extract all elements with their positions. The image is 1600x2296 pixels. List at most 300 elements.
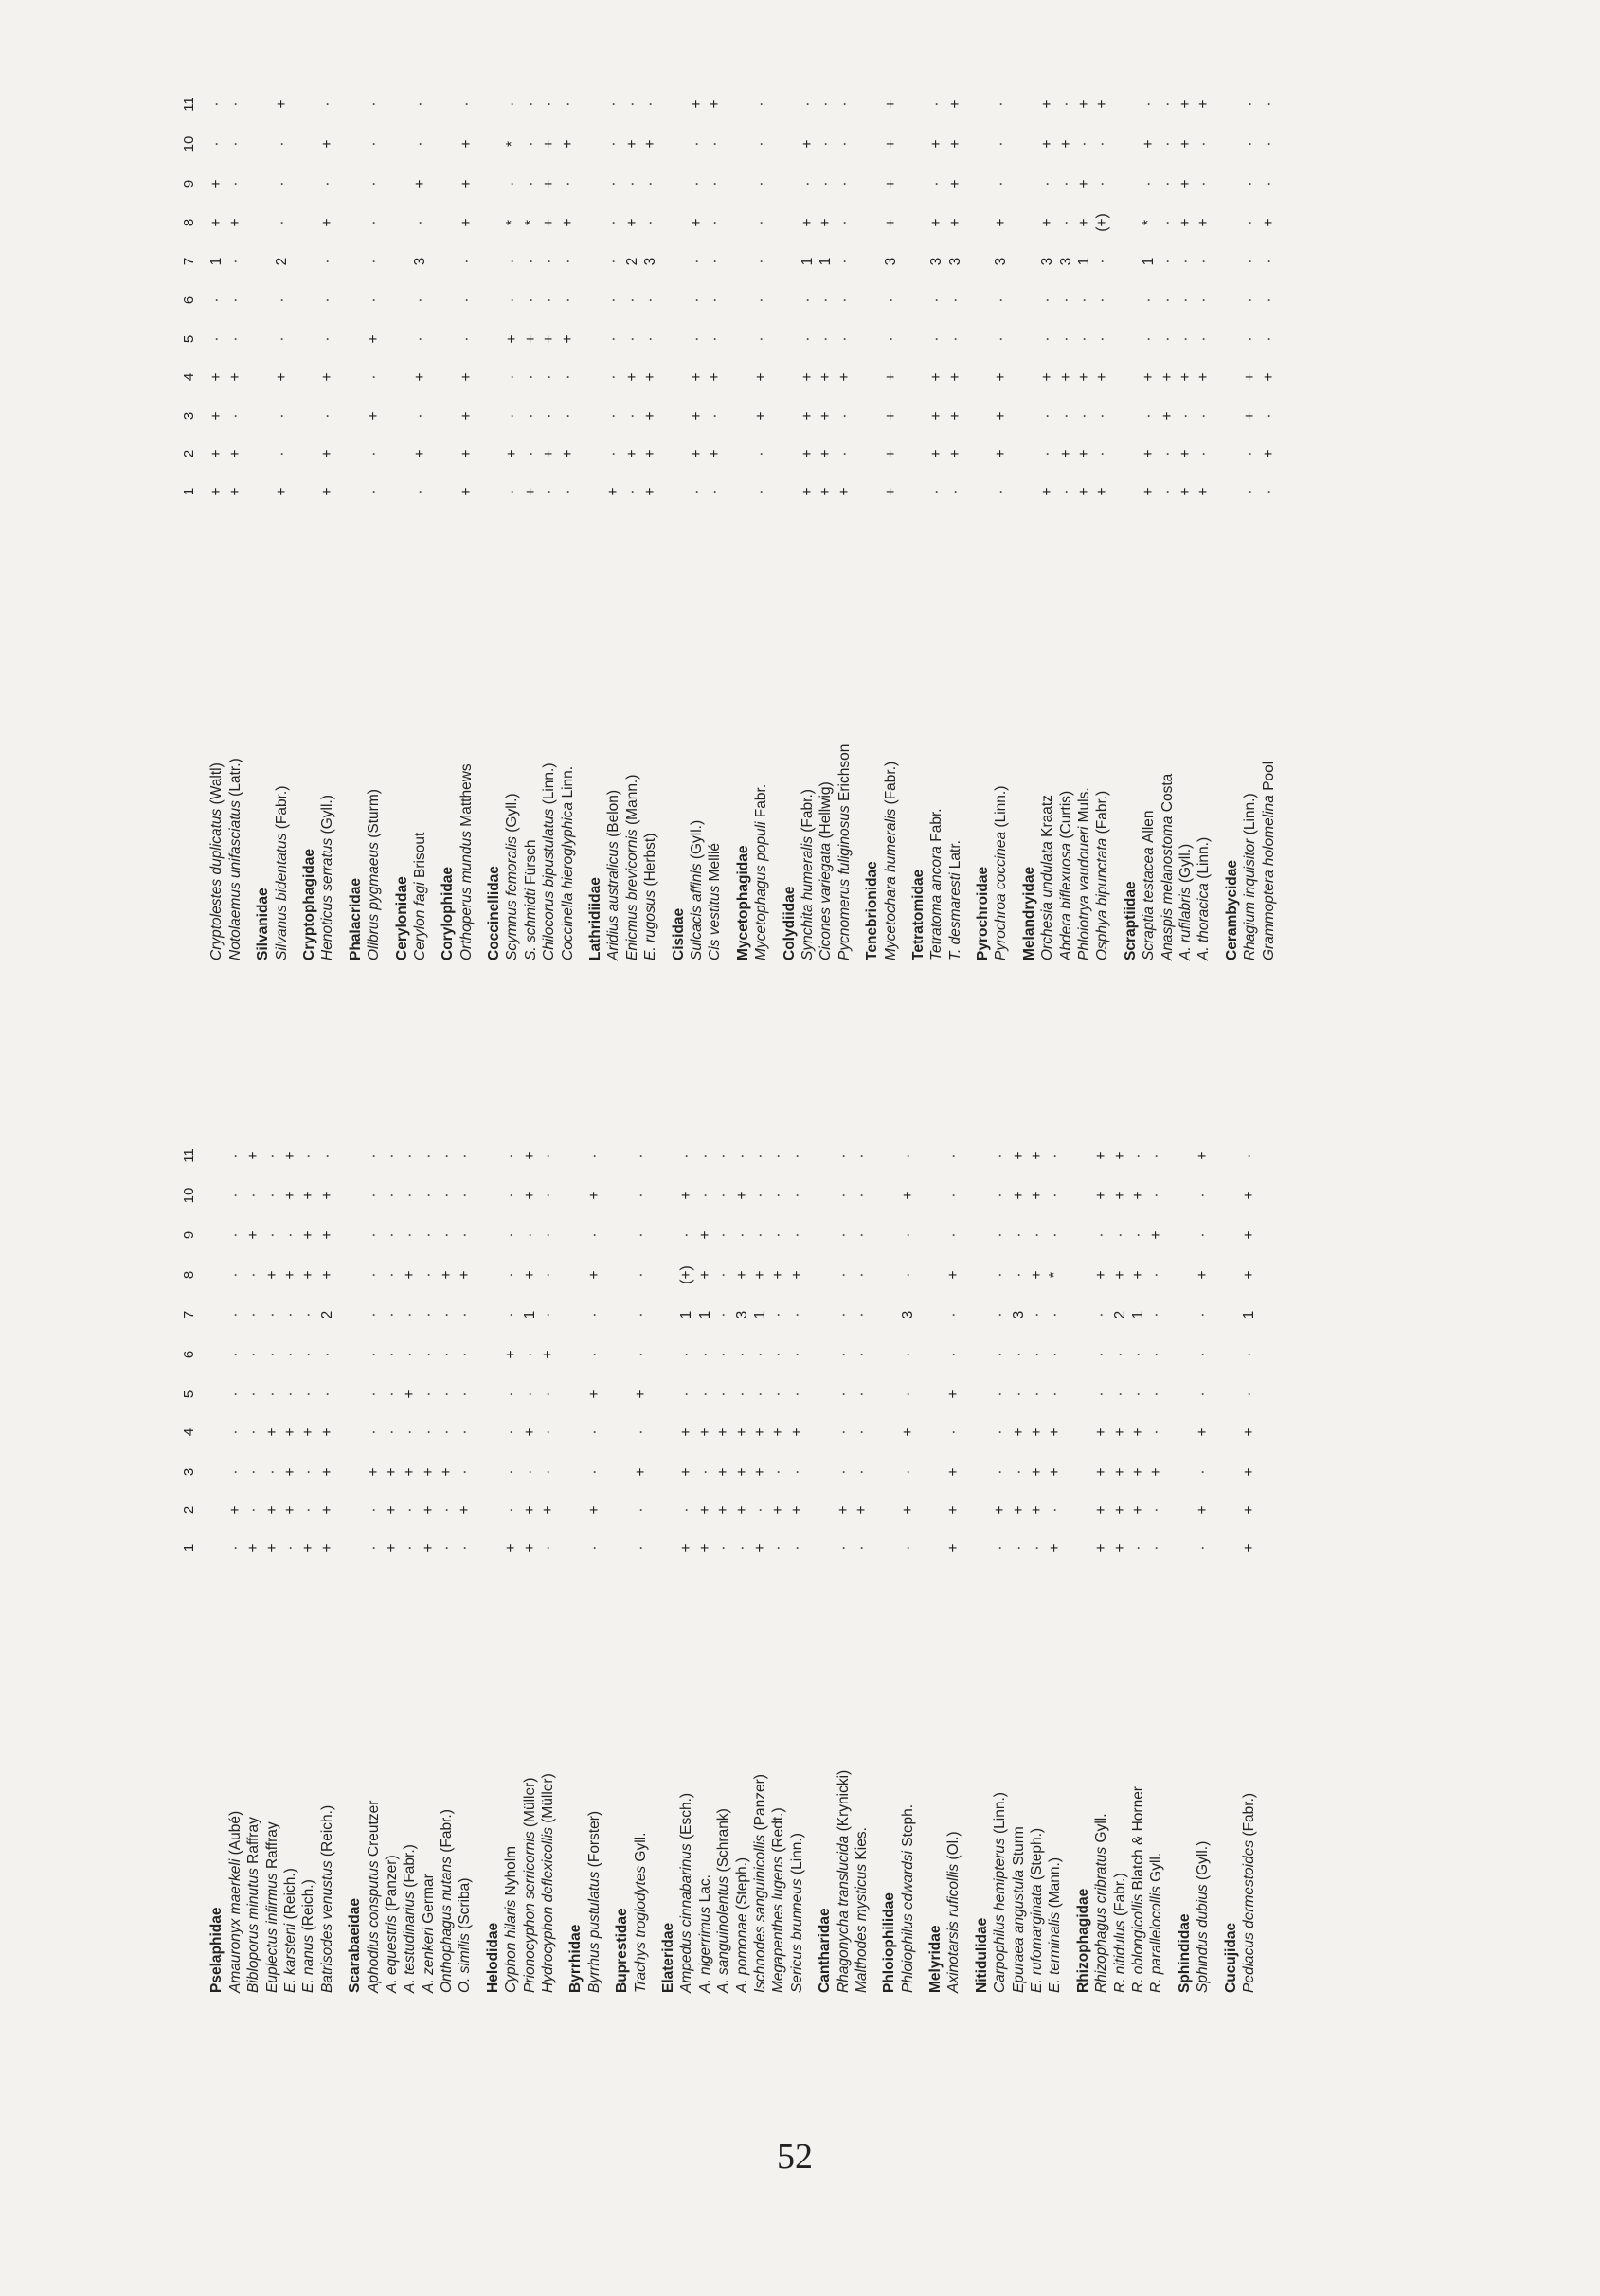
species-name: Olibrus pygmaeus xyxy=(366,842,383,960)
species-name: Cis vestitus xyxy=(707,885,724,960)
record-cell: + xyxy=(1240,1543,1257,1552)
species-name: Henoticus serratus xyxy=(319,837,336,960)
row-label xyxy=(566,1925,584,1993)
record-cell: + xyxy=(882,372,899,382)
row-label xyxy=(439,867,457,960)
record-cell: + xyxy=(503,1543,520,1552)
record-cell: + xyxy=(818,411,835,421)
record-cell: · xyxy=(853,1272,870,1278)
row-label xyxy=(1010,1826,1028,1993)
column-header: 4 xyxy=(181,1427,197,1437)
species-author: Costa xyxy=(1159,773,1176,813)
record-cell: · xyxy=(1057,413,1074,419)
species-author: Kraatz xyxy=(1039,795,1056,837)
record-cell: + xyxy=(1111,1151,1128,1160)
family-name: Rhizophagidae xyxy=(1074,1888,1091,1993)
record-cell: + xyxy=(318,1505,335,1515)
record-cell: · xyxy=(853,1352,870,1357)
record-cell: · xyxy=(1196,259,1213,264)
record-cell: · xyxy=(678,1352,695,1357)
record-cell: · xyxy=(1260,336,1277,342)
record-cell: 3 xyxy=(946,257,963,266)
record-cell: + xyxy=(1148,1230,1165,1240)
record-cell: + xyxy=(632,1390,649,1399)
record-cell: + xyxy=(1029,1505,1046,1515)
record-cell: · xyxy=(835,1429,852,1435)
record-cell: + xyxy=(411,372,428,382)
family-name: Melyridae xyxy=(927,1925,944,1993)
species-author: (Panzer) xyxy=(751,1774,768,1831)
row-label xyxy=(1093,791,1111,960)
record-cell: · xyxy=(1029,1312,1046,1318)
record-cell: + xyxy=(383,1467,400,1477)
record-cell: · xyxy=(605,220,622,225)
record-cell: + xyxy=(799,218,816,227)
row-label xyxy=(502,1846,520,1993)
record-cell: · xyxy=(318,1153,335,1158)
record-cell: + xyxy=(799,487,816,496)
record-cell: · xyxy=(522,451,539,457)
row-label xyxy=(226,1811,244,1993)
record-cell: + xyxy=(318,1270,335,1280)
species-name: E. karsteni xyxy=(281,1923,298,1993)
record-cell: + xyxy=(707,372,724,382)
species-author: (Gyll.) xyxy=(688,819,705,860)
record-cell: · xyxy=(366,297,383,303)
row-label xyxy=(1028,1828,1046,1993)
record-cell: · xyxy=(688,489,705,494)
record-cell: · xyxy=(402,1232,419,1238)
row-label xyxy=(751,1774,769,1993)
column-header: 1 xyxy=(181,487,197,496)
record-cell: + xyxy=(1093,1467,1110,1477)
column-header: 8 xyxy=(181,218,197,227)
record-cell: + xyxy=(1196,372,1213,382)
family-name: Colydiidae xyxy=(781,886,798,960)
record-cell: · xyxy=(540,1193,557,1198)
record-cell: · xyxy=(1129,1545,1146,1551)
record-cell: · xyxy=(707,297,724,303)
record-cell: · xyxy=(383,1193,400,1198)
species-name: R. oblongicollis xyxy=(1129,1893,1146,1993)
species-author: (Linn.) xyxy=(1196,836,1213,879)
record-cell: · xyxy=(1242,259,1259,264)
record-cell: · xyxy=(853,1469,870,1475)
record-cell: + xyxy=(1029,1467,1046,1477)
record-cell: · xyxy=(1148,1391,1165,1397)
species-author: (Belon) xyxy=(605,789,622,837)
record-cell: · xyxy=(835,1352,852,1357)
record-cell: · xyxy=(632,1153,649,1158)
record-cell: + xyxy=(928,139,945,149)
record-cell: · xyxy=(605,451,622,457)
row-label xyxy=(632,1833,650,1993)
record-cell: · xyxy=(226,101,243,107)
record-cell: + xyxy=(836,487,853,496)
species-author: (Linn.) xyxy=(1242,793,1259,835)
record-cell: · xyxy=(411,336,428,342)
record-cell: · xyxy=(696,1391,713,1397)
record-cell: · xyxy=(300,1153,317,1158)
record-cell: · xyxy=(1057,336,1074,342)
record-cell: · xyxy=(1159,259,1176,264)
record-cell: 1 xyxy=(208,257,225,266)
species-author: (Fabr.) xyxy=(1094,790,1111,834)
record-cell: · xyxy=(605,259,622,264)
record-cell: · xyxy=(559,181,576,187)
record-cell: 1 xyxy=(521,1310,538,1319)
record-cell: · xyxy=(632,1429,649,1435)
row-label xyxy=(799,789,817,960)
record-cell: + xyxy=(1129,1467,1146,1477)
record-cell: · xyxy=(420,1272,437,1278)
record-cell: · xyxy=(696,1469,713,1475)
species-name: Cyphon hilaris xyxy=(503,1899,520,1993)
record-cell: + xyxy=(770,1270,787,1280)
family-name: Scarabaeidae xyxy=(347,1898,364,1993)
record-cell: + xyxy=(319,487,336,496)
record-cell: + xyxy=(945,1467,962,1477)
record-cell: (+) xyxy=(678,1265,695,1284)
record-cell: + xyxy=(799,372,816,382)
record-cell: · xyxy=(632,1272,649,1278)
species-name: Tetratoma ancora xyxy=(928,846,945,960)
record-cell: · xyxy=(1057,297,1074,303)
row-label xyxy=(254,888,272,960)
species-author: (Gyll.) xyxy=(1195,1840,1212,1881)
record-cell: + xyxy=(882,179,899,188)
species-name: R. nitidulus xyxy=(1111,1920,1128,1993)
species-author: (Hellwig) xyxy=(818,781,835,839)
species-author: Nyholm xyxy=(503,1845,520,1896)
record-cell: · xyxy=(835,1312,852,1318)
record-cell: · xyxy=(457,1429,474,1435)
record-cell: + xyxy=(458,487,475,496)
record-cell: + xyxy=(541,179,558,188)
record-cell: · xyxy=(1094,451,1111,457)
record-cell: + xyxy=(707,449,724,458)
record-cell: + xyxy=(882,487,899,496)
species-name: Malthodes mysticus xyxy=(853,1863,870,1993)
record-cell: + xyxy=(1039,139,1056,149)
record-cell: · xyxy=(836,336,853,342)
record-cell: · xyxy=(439,1352,456,1357)
record-cell: + xyxy=(899,1427,916,1437)
record-cell: · xyxy=(366,489,383,494)
record-cell: + xyxy=(678,1467,695,1477)
column-header: 2 xyxy=(181,1505,197,1515)
species-author: Raffray xyxy=(245,1817,262,1864)
family-name: Cucujidae xyxy=(1222,1922,1239,1993)
species-name: Sulcacis affinis xyxy=(688,863,705,960)
species-author: Matthews xyxy=(458,763,475,827)
record-cell: + xyxy=(946,411,963,421)
record-cell: · xyxy=(559,101,576,107)
record-cell: + xyxy=(1111,1270,1128,1280)
record-cell: * xyxy=(522,219,539,226)
record-cell: + xyxy=(383,1543,400,1552)
record-cell: · xyxy=(835,1272,852,1278)
record-cell: + xyxy=(751,1270,768,1280)
record-cell: + xyxy=(733,1191,750,1200)
record-cell: + xyxy=(770,1427,787,1437)
record-cell: · xyxy=(1010,1272,1027,1278)
record-cell: 3 xyxy=(1039,257,1056,266)
record-cell: + xyxy=(751,1467,768,1477)
record-cell: · xyxy=(836,181,853,187)
record-cell: · xyxy=(559,489,576,494)
record-cell: · xyxy=(439,1232,456,1238)
record-cell: + xyxy=(208,218,225,227)
record-cell: + xyxy=(696,1270,713,1280)
record-cell: · xyxy=(688,181,705,187)
record-cell: · xyxy=(751,1507,768,1513)
record-cell: · xyxy=(1196,451,1213,457)
record-cell: · xyxy=(1141,336,1158,342)
record-cell: + xyxy=(1141,449,1158,458)
column-header: 7 xyxy=(181,1310,197,1319)
record-cell: · xyxy=(992,1352,1009,1357)
record-cell: · xyxy=(1010,1545,1027,1551)
record-cell: · xyxy=(733,1232,750,1238)
record-cell: · xyxy=(992,1469,1009,1475)
record-cell: + xyxy=(1195,1505,1212,1515)
record-cell: · xyxy=(1196,297,1213,303)
record-cell: · xyxy=(457,1193,474,1198)
record-cell: · xyxy=(522,297,539,303)
record-cell: 1 xyxy=(799,257,816,266)
record-cell: · xyxy=(439,1507,456,1513)
record-cell: · xyxy=(1029,1391,1046,1397)
record-cell: + xyxy=(1010,1151,1027,1160)
record-cell: · xyxy=(541,374,558,380)
record-cell: + xyxy=(788,1427,805,1437)
family-name: Cerambycidae xyxy=(1223,860,1240,960)
row-label xyxy=(670,908,688,960)
record-cell: · xyxy=(411,297,428,303)
record-cell: + xyxy=(420,1543,437,1552)
record-cell: + xyxy=(899,1191,916,1200)
record-cell: · xyxy=(882,297,899,303)
record-cell: · xyxy=(899,1272,916,1278)
row-label xyxy=(604,790,622,960)
record-cell: · xyxy=(1057,489,1074,494)
record-cell: · xyxy=(1240,1352,1257,1357)
row-label xyxy=(991,1792,1009,1993)
record-cell: · xyxy=(1076,413,1093,419)
record-cell: · xyxy=(420,1193,437,1198)
row-label xyxy=(365,1801,383,1993)
species-name: Scymnus femoralis xyxy=(504,836,521,960)
record-cell: + xyxy=(1177,487,1194,496)
record-cell: · xyxy=(402,1545,419,1551)
species-author: (Esch.) xyxy=(678,1792,695,1839)
record-cell: + xyxy=(1047,1543,1064,1552)
record-cell: · xyxy=(585,1352,602,1357)
record-cell: + xyxy=(899,1505,916,1515)
species-name: E. nanus xyxy=(300,1934,317,1993)
record-cell: + xyxy=(946,99,963,109)
record-cell: · xyxy=(366,374,383,380)
record-cell: · xyxy=(504,181,521,187)
record-cell: · xyxy=(402,1153,419,1158)
record-cell: + xyxy=(1029,1427,1046,1437)
record-cell: · xyxy=(1195,1352,1212,1357)
record-cell: + xyxy=(263,1427,280,1437)
record-cell: · xyxy=(522,181,539,187)
column-header: 11 xyxy=(181,1148,197,1163)
record-cell: · xyxy=(770,1193,787,1198)
record-cell: · xyxy=(992,1153,1009,1158)
record-cell: · xyxy=(688,259,705,264)
row-label xyxy=(1260,762,1278,960)
record-cell: + xyxy=(882,411,899,421)
record-cell: · xyxy=(835,1545,852,1551)
record-cell: · xyxy=(945,1232,962,1238)
record-cell: + xyxy=(1029,1270,1046,1280)
record-cell: + xyxy=(945,1543,962,1552)
record-cell: 1 xyxy=(696,1310,713,1319)
record-cell: + xyxy=(1057,139,1074,149)
species-name: A. zenkeri xyxy=(420,1928,437,1993)
record-cell: · xyxy=(788,1193,805,1198)
record-cell: + xyxy=(696,1505,713,1515)
record-cell: · xyxy=(402,1429,419,1435)
record-cell: · xyxy=(1159,101,1176,107)
species-name: Prionocyphon serricornis xyxy=(521,1831,538,1993)
record-cell: · xyxy=(1242,141,1259,147)
species-name: A. nigerrimus xyxy=(696,1906,713,1993)
record-cell: · xyxy=(1242,451,1259,457)
family-name: Pyrochroidae xyxy=(975,866,992,960)
record-cell: · xyxy=(1029,1232,1046,1238)
record-cell: + xyxy=(993,372,1010,382)
record-cell: · xyxy=(992,1193,1009,1198)
record-cell: · xyxy=(1094,413,1111,419)
species-author: (Müller) xyxy=(540,1773,557,1823)
record-cell: · xyxy=(281,1545,298,1551)
record-cell: · xyxy=(365,1545,382,1551)
record-cell: · xyxy=(1129,1352,1146,1357)
record-cell: · xyxy=(1260,141,1277,147)
record-cell: + xyxy=(281,1427,298,1437)
record-cell: · xyxy=(899,1153,916,1158)
record-cell: · xyxy=(1177,413,1194,419)
record-cell: · xyxy=(458,297,475,303)
record-cell: · xyxy=(1242,181,1259,187)
record-cell: + xyxy=(541,139,558,149)
column-header: 6 xyxy=(181,1350,197,1359)
record-cell: * xyxy=(504,140,521,148)
record-cell: + xyxy=(1039,218,1056,227)
record-cell: · xyxy=(1148,1193,1165,1198)
column-header: 7 xyxy=(181,257,197,266)
record-cell: · xyxy=(439,1193,456,1198)
row-label xyxy=(817,781,835,960)
record-cell: · xyxy=(503,1312,520,1318)
record-cell: · xyxy=(439,1153,456,1158)
record-cell: + xyxy=(559,218,576,227)
record-cell: · xyxy=(605,297,622,303)
record-cell: + xyxy=(1195,1427,1212,1437)
record-cell: · xyxy=(733,1153,750,1158)
species-name: Pycnomerus fuliginosus xyxy=(836,805,853,960)
record-cell: · xyxy=(420,1232,437,1238)
species-author: (Steph.) xyxy=(733,1857,750,1910)
species-author: Steph. xyxy=(899,1803,916,1847)
record-cell: · xyxy=(383,1153,400,1158)
record-cell: + xyxy=(993,411,1010,421)
record-cell: + xyxy=(1076,372,1093,382)
row-label xyxy=(696,1874,714,1993)
record-cell: · xyxy=(1196,181,1213,187)
record-cell: + xyxy=(818,372,835,382)
record-cell: + xyxy=(420,1505,437,1515)
record-cell: · xyxy=(770,1232,787,1238)
record-cell: · xyxy=(559,413,576,419)
row-label xyxy=(244,1817,262,1993)
record-cell: · xyxy=(1148,1545,1165,1551)
record-cell: + xyxy=(788,1505,805,1515)
record-cell: · xyxy=(504,259,521,264)
record-cell: · xyxy=(623,181,640,187)
species-author: (Fabr.) xyxy=(273,785,290,830)
record-cell: · xyxy=(245,1429,262,1435)
record-cell: · xyxy=(928,297,945,303)
record-cell: + xyxy=(853,1505,870,1515)
record-cell: · xyxy=(365,1232,382,1238)
species-name: Hydrocyphon deflexicollis xyxy=(540,1827,557,1993)
species-name: Pediacus dermestoides xyxy=(1240,1839,1257,1993)
species-author: Erichson xyxy=(836,744,853,801)
record-cell: + xyxy=(1057,372,1074,382)
row-label xyxy=(1241,793,1259,960)
record-cell: · xyxy=(1057,220,1074,225)
record-cell: · xyxy=(319,101,336,107)
species-author: Blatch & Horner xyxy=(1129,1786,1146,1891)
record-cell: · xyxy=(559,259,576,264)
column-header: 9 xyxy=(181,179,197,188)
record-cell: · xyxy=(457,1232,474,1238)
record-cell: · xyxy=(853,1312,870,1318)
record-cell: · xyxy=(836,141,853,147)
species-author: (Scriba) xyxy=(457,1877,474,1929)
record-cell: · xyxy=(945,1429,962,1435)
species-name: Aridius australicus xyxy=(605,841,622,960)
record-cell: · xyxy=(992,1429,1009,1435)
row-label xyxy=(1038,795,1056,960)
record-cell: · xyxy=(1195,1193,1212,1198)
record-cell: · xyxy=(946,297,963,303)
record-cell: · xyxy=(540,1391,557,1397)
record-cell: · xyxy=(853,1391,870,1397)
species-name: Osphya bipunctata xyxy=(1094,837,1111,960)
record-cell: · xyxy=(504,101,521,107)
record-cell: + xyxy=(1129,1191,1146,1200)
record-cell: + xyxy=(696,1230,713,1240)
species-name: A. testudinarius xyxy=(402,1892,419,1993)
record-cell: · xyxy=(836,259,853,264)
record-cell: · xyxy=(540,1272,557,1278)
species-name: Euplectus infirmus xyxy=(263,1873,280,1993)
record-cell: · xyxy=(365,1312,382,1318)
record-cell: · xyxy=(899,1545,916,1551)
record-cell: · xyxy=(993,181,1010,187)
record-cell: · xyxy=(945,1352,962,1357)
record-cell: · xyxy=(642,181,659,187)
record-cell: 1 xyxy=(818,257,835,266)
family-name: Helodidae xyxy=(484,1922,501,1993)
